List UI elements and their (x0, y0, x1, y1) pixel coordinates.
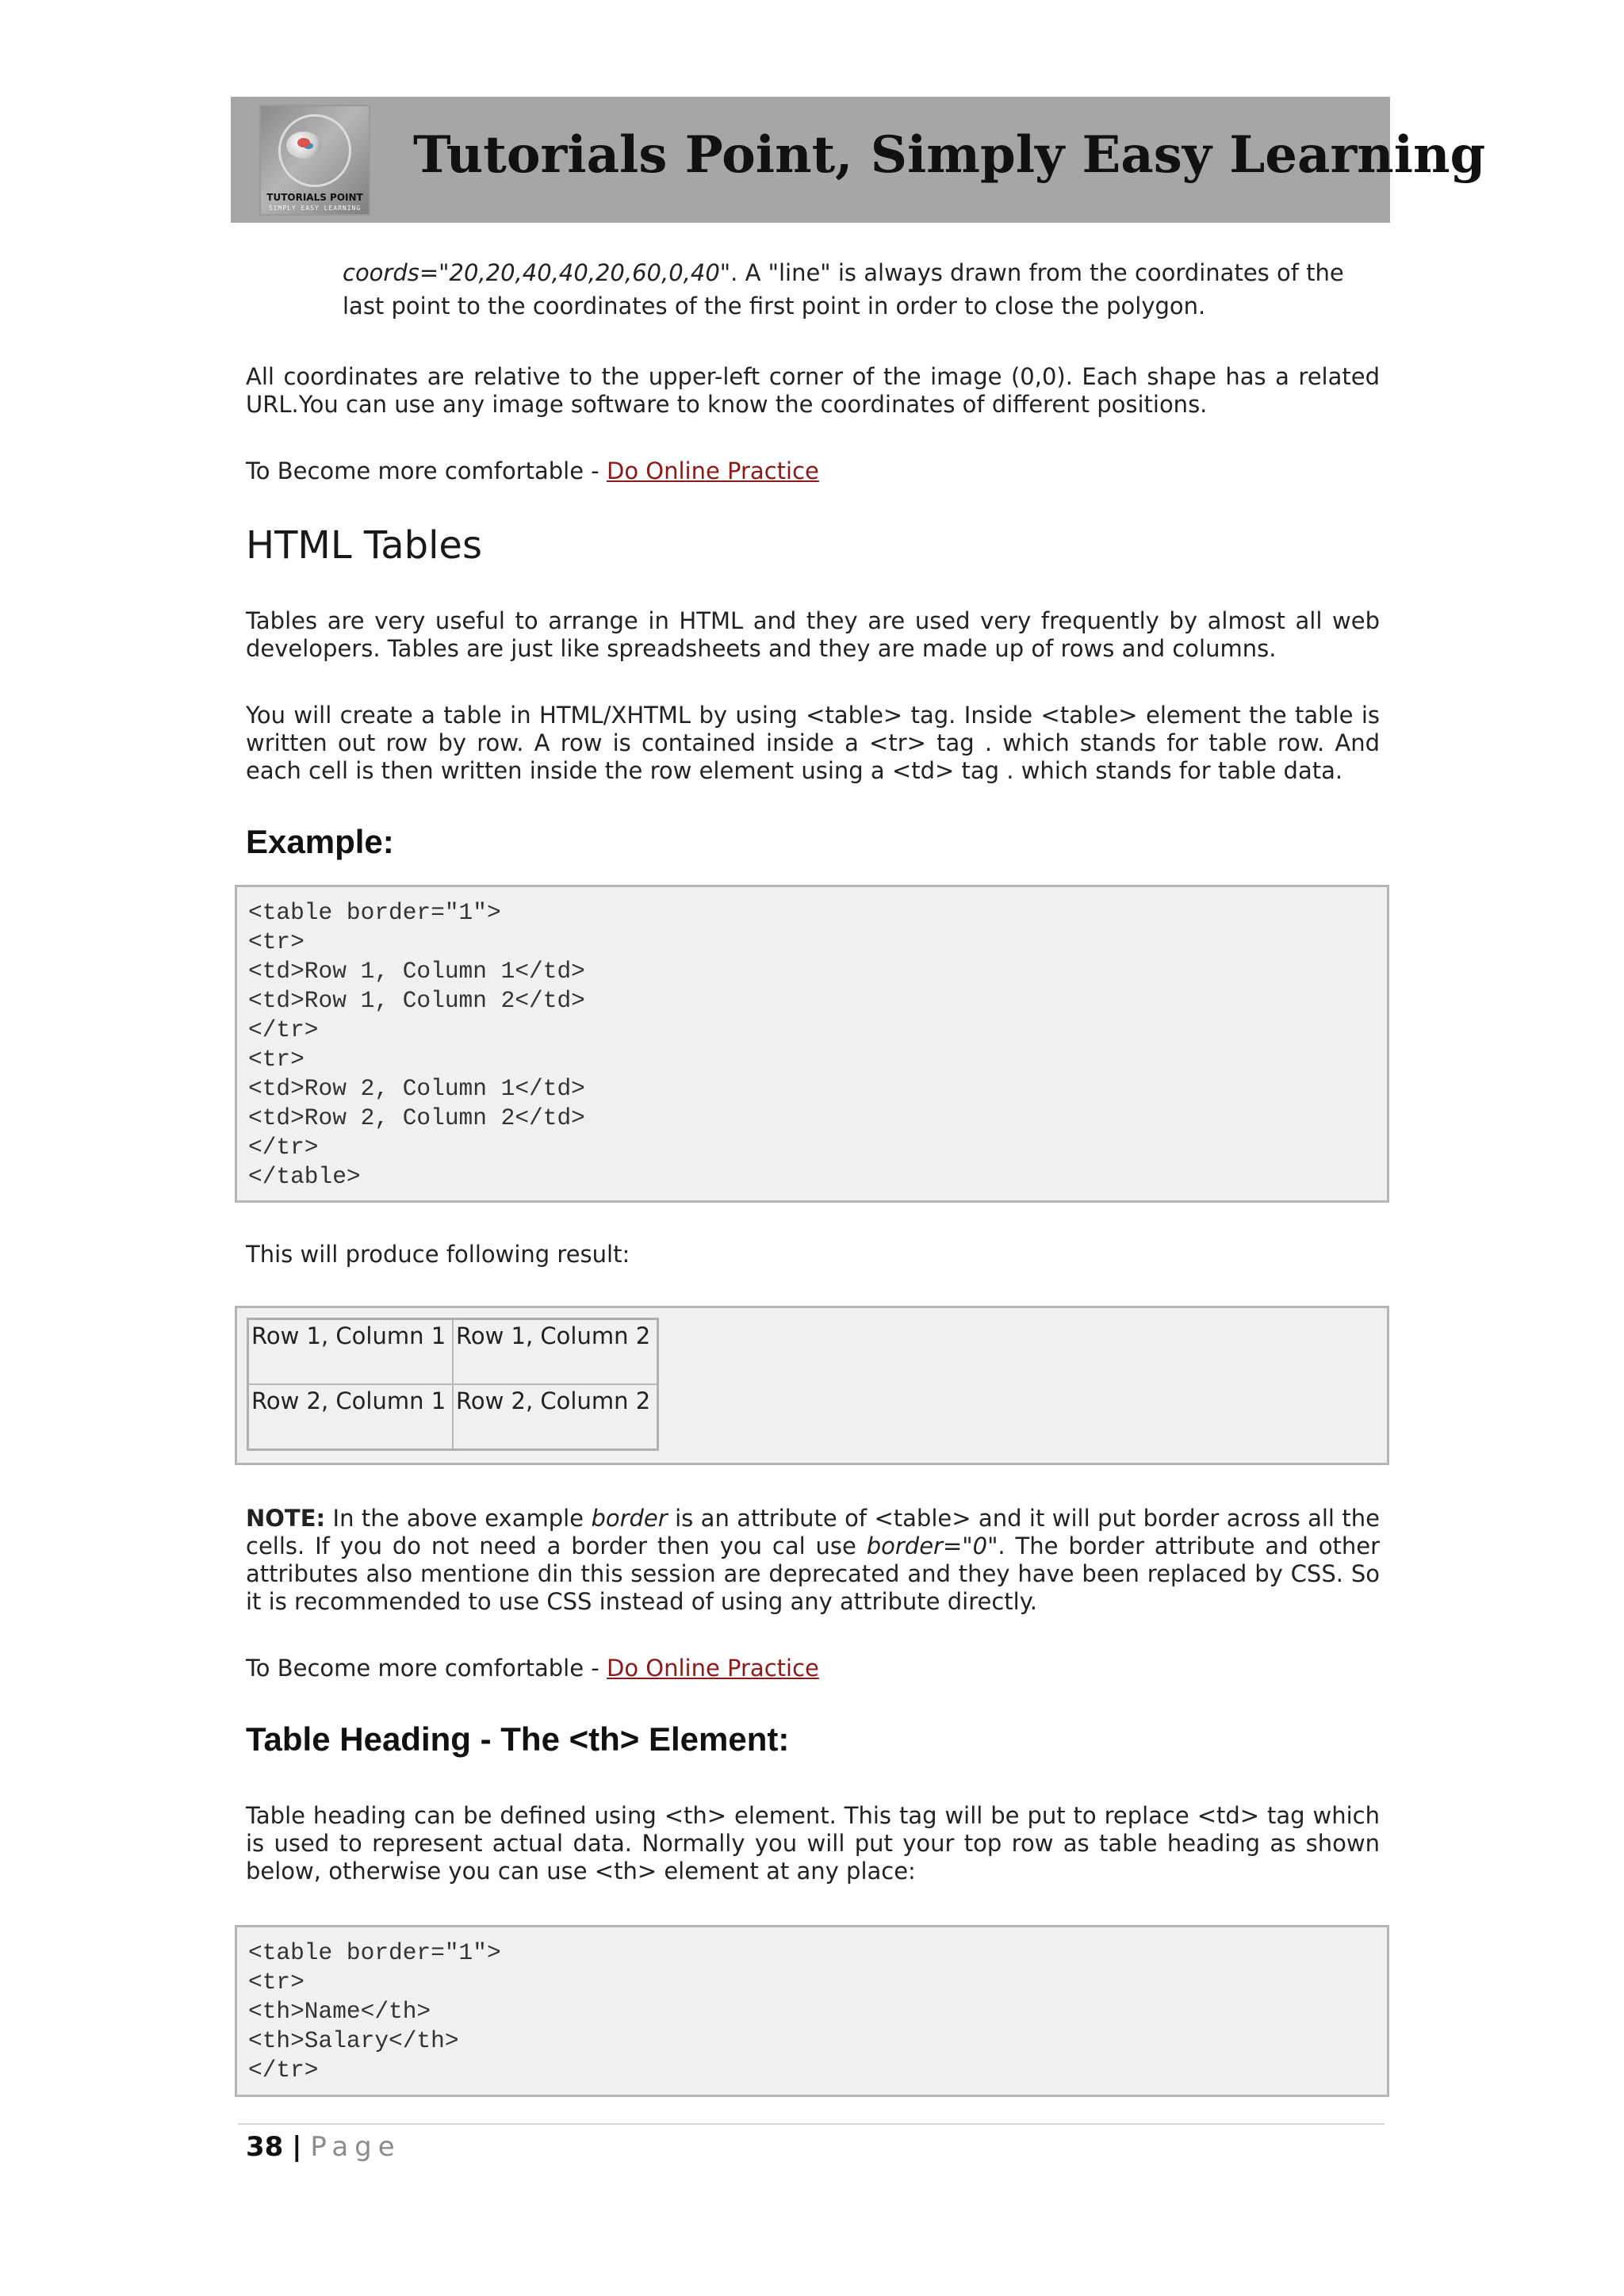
code-line: </tr> (248, 1016, 319, 1043)
page-label: Page (310, 2131, 401, 2163)
coordinates-relative-paragraph: All coordinates are relative to the upper-left corner of the image (0,0). Each shape has a related URL.You can use any image software to know the coordinates of different positions. (246, 363, 1380, 418)
tutorials-point-logo (259, 105, 370, 216)
code-line: <td>Row 1, Column 2</td> (248, 987, 585, 1014)
table-row (248, 1319, 658, 1385)
practice-line-2 (246, 1655, 1380, 1682)
code-line: </tr> (248, 1134, 319, 1161)
tables-intro-paragraph: Tables are very useful to arrange in HTML and they are used very frequently by almost all web developers. Tables are just like spreadsheets and they are made up of rows and columns. (246, 607, 1380, 662)
code-line: </table> (248, 1163, 361, 1190)
note-text-2: is an attribute of <table> and it will put border across all the cells. If you do not need a border then you cal use (246, 1505, 1380, 1559)
table-cell: Row 1, Column 2 (453, 1319, 658, 1385)
header-title: Tutorials Point, Simply Easy Learning (413, 125, 1486, 185)
th-description-paragraph: Table heading can be defined using <th> element. This tag will be put to replace <td> tag which is used to represent actual data. Normally you will put your top row as table heading as shown below, otherwise you can use <th> element at any place: (246, 1802, 1380, 1885)
table-row (248, 1384, 658, 1450)
logo-disc-icon (286, 132, 321, 159)
practice-prefix: To Become more comfortable - (246, 457, 607, 484)
coords-description: . A "line" is always drawn from the coordinates of the last point to the coordinates of the first point in order to close the polygon. (343, 259, 1344, 320)
code-line: </tr> (248, 2057, 319, 2084)
table-heading-section-title: Table Heading - The <th> Element: (246, 1720, 790, 1758)
result-intro-text: This will produce following result: (246, 1241, 630, 1268)
logo-name: TUTORIALS POINT (266, 192, 363, 203)
code-line: <table border="1"> (248, 899, 501, 926)
tables-structure-paragraph: You will create a table in HTML/XHTML by using <table> tag. Inside <table> element the table is written out row by row. A row is contained inside a <tr> tag . which stands for table row. And each cell is then written inside the row element using a <td> tag . which stands for table data. (246, 702, 1380, 784)
page-footer (246, 2131, 401, 2163)
footer-divider (238, 2123, 1385, 2125)
code-line: <th>Salary</th> (248, 2027, 459, 2054)
code-line: <td>Row 2, Column 1</td> (248, 1075, 585, 1102)
note-border-term: border (591, 1505, 668, 1532)
code-line: <tr> (248, 1046, 304, 1073)
practice-prefix: To Become more comfortable - (246, 1655, 607, 1682)
code-line: <td>Row 2, Column 2</td> (248, 1104, 585, 1131)
page-number: 38 (246, 2131, 284, 2163)
table-cell: Row 2, Column 1 (248, 1384, 454, 1450)
coords-continuation (343, 256, 1381, 323)
html-tables-heading: HTML Tables (246, 523, 482, 568)
note-paragraph (246, 1505, 1380, 1616)
table-cell: Row 1, Column 1 (248, 1319, 454, 1385)
table-cell: Row 2, Column 2 (453, 1384, 658, 1450)
rendered-example-table (247, 1318, 659, 1451)
note-text-3: . The border attribute and other attributes also mentione din this session are deprecated and they have been replaced by CSS. So it is recommended to use CSS instead of using any attribute directly. (246, 1533, 1380, 1615)
code-line: <table border="1"> (248, 1939, 501, 1966)
example-heading: Example: (246, 823, 394, 860)
practice-line-1 (246, 457, 1380, 485)
code-line: <tr> (248, 1969, 304, 1996)
note-label: NOTE: (246, 1505, 326, 1532)
result-output-box (235, 1306, 1389, 1465)
th-code-block (235, 1925, 1389, 2097)
note-border-zero: border="0" (866, 1533, 998, 1559)
code-line: <th>Name</th> (248, 1998, 431, 2025)
example-code-block (235, 885, 1389, 1203)
code-line: <td>Row 1, Column 1</td> (248, 958, 585, 985)
note-text-1: In the above example (325, 1505, 592, 1532)
do-online-practice-link-2[interactable]: Do Online Practice (606, 1655, 819, 1682)
logo-tagline: SIMPLY EASY LEARNING (268, 205, 362, 212)
do-online-practice-link-1[interactable]: Do Online Practice (606, 457, 819, 484)
page-header-banner (231, 97, 1486, 223)
footer-separator: | (292, 2131, 302, 2163)
code-line: <tr> (248, 928, 304, 955)
coords-value: coords="20,20,40,40,20,60,0,40" (343, 259, 731, 286)
